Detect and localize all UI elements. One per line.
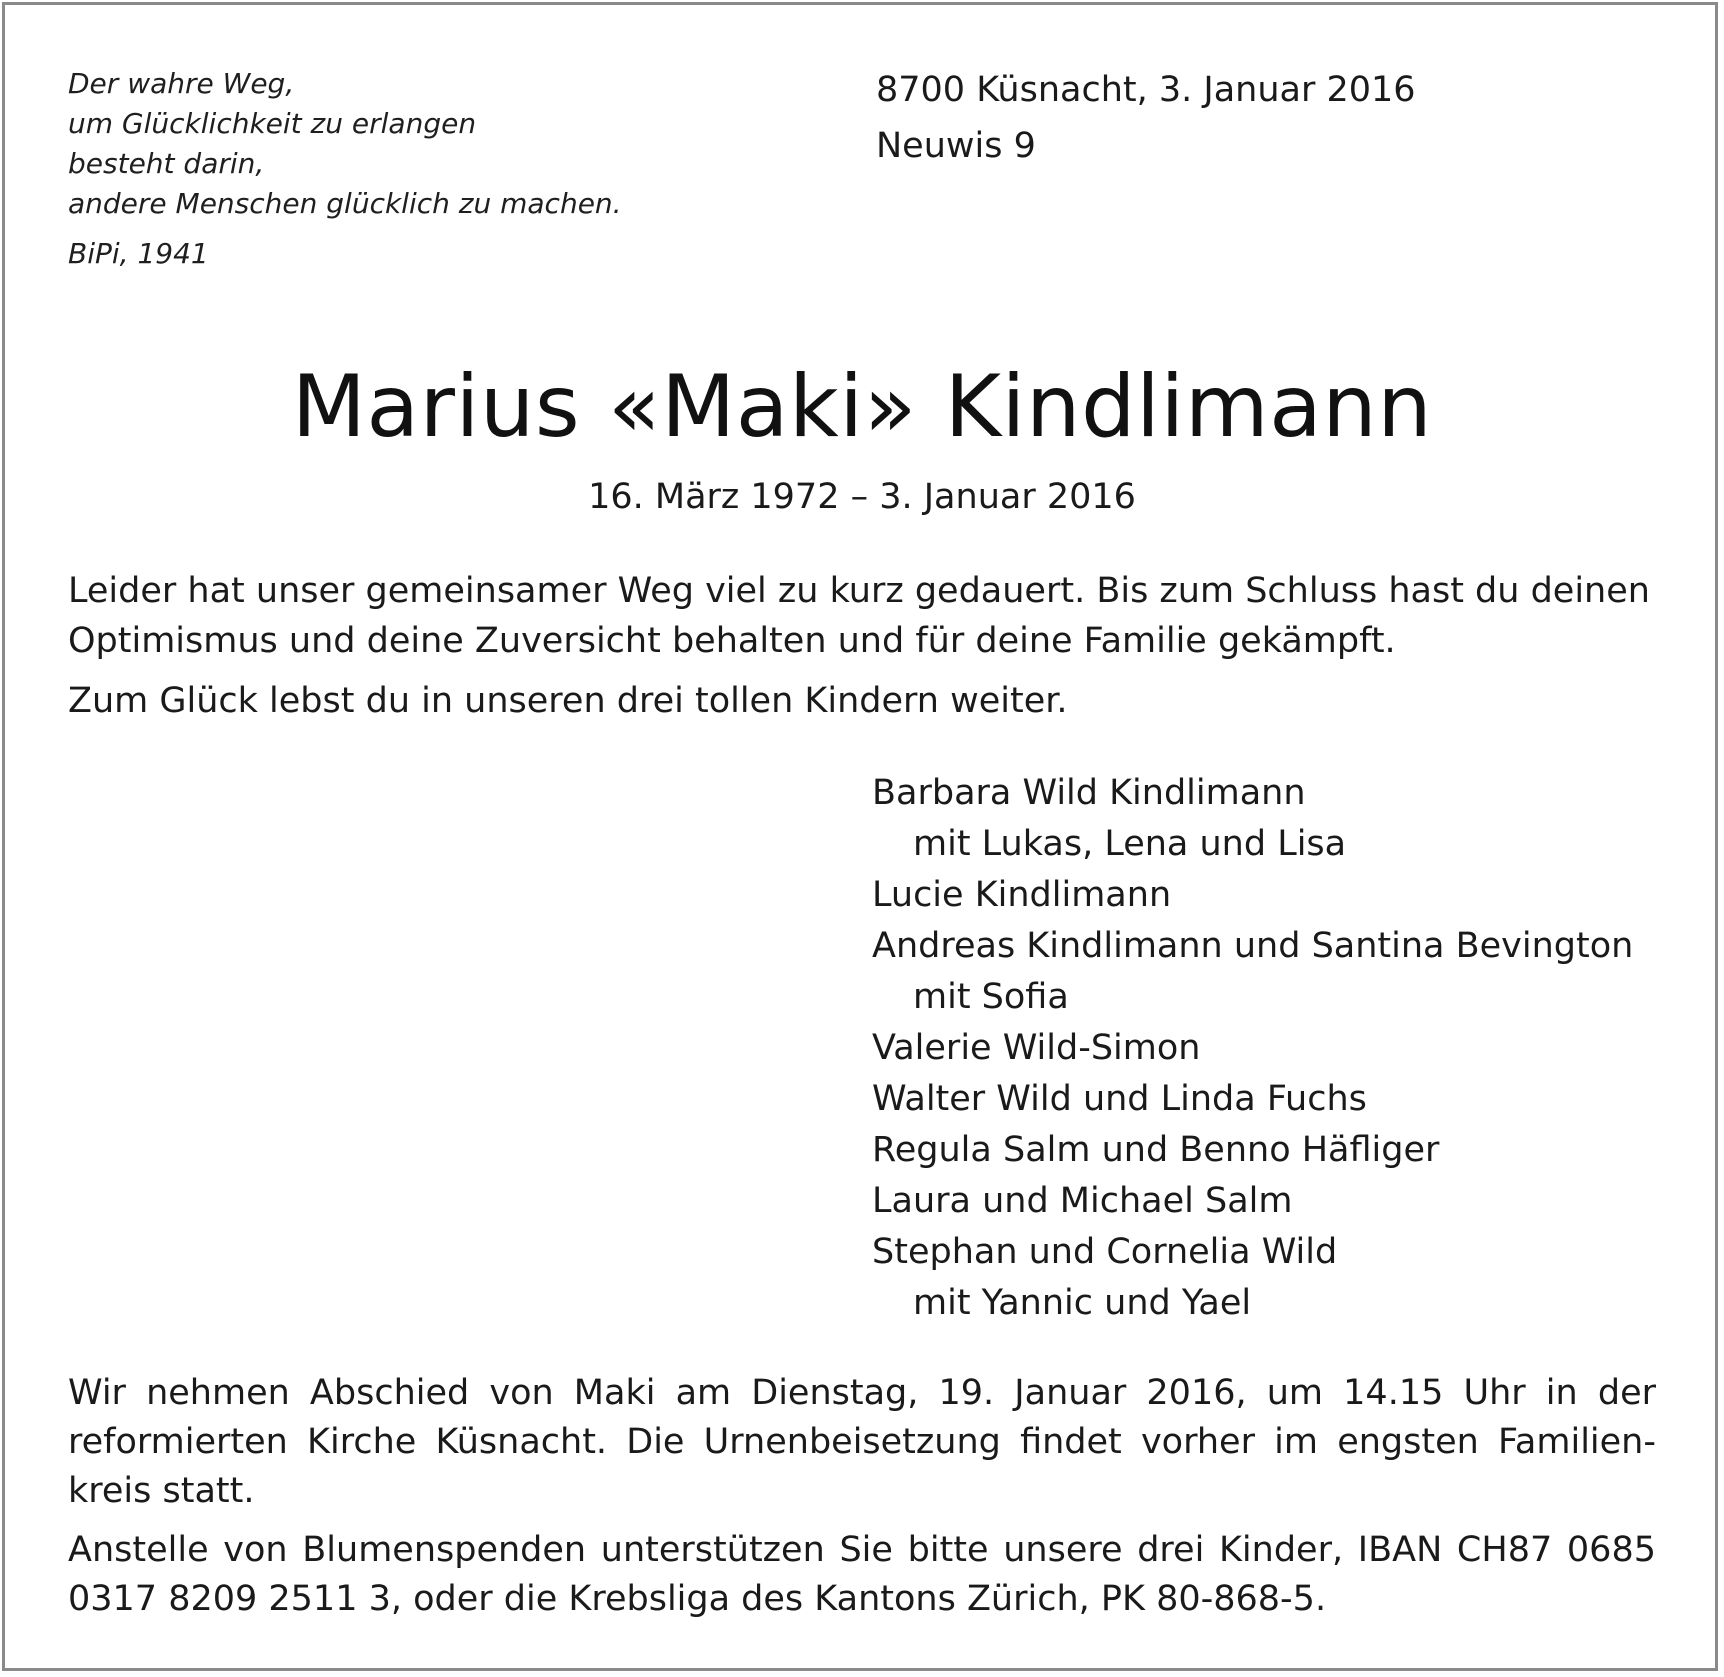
donations-paragraph xyxy=(68,1526,1656,1624)
motto-line: Der wahre Weg, xyxy=(68,67,295,100)
donations-line: Anstelle von Blumenspenden unterstützen Sie bitte unsere drei Kinder, IBAN CH87 0685 xyxy=(68,1530,1656,1570)
motto-line: um Glücklichkeit zu erlangen xyxy=(68,107,477,140)
farewell-line: kreis statt. xyxy=(68,1471,255,1511)
motto-line: besteht darin, xyxy=(68,147,265,180)
donations-line: 0317 8209 2511 3, oder die Krebsliga des Kantons Zürich, PK 80-868-5. xyxy=(68,1579,1327,1619)
mourner-entry: Regula Salm und Benno Häfliger xyxy=(872,1130,1440,1170)
address: Neuwis 9 xyxy=(876,126,1036,166)
life-dates: 16. März 1972 – 3. Januar 2016 xyxy=(588,477,1136,517)
mourner-entry: mit Lukas, Lena und Lisa xyxy=(913,824,1347,864)
mourner-entry: mit Sofia xyxy=(913,977,1069,1017)
mourner-entry: Walter Wild und Linda Fuchs xyxy=(872,1079,1367,1119)
message-paragraph: Leider hat unser gemeinsamer Weg viel zu kurz gedauert. Bis zum Schluss hast du deinen Optimismus und deine Zuversicht behalten und für deine Familie gekämpft. xyxy=(68,571,1650,661)
farewell-line: Wir nehmen Abschied von Maki am Dienstag, 19. Januar 2016, um 14.15 Uhr in der xyxy=(68,1373,1656,1413)
mourner-entry: Laura und Michael Salm xyxy=(872,1181,1293,1221)
mourner-entry: Barbara Wild Kindlimann xyxy=(872,773,1306,813)
deceased-name: Marius «Maki» Kindlimann xyxy=(291,357,1433,457)
place-date: 8700 Küsnacht, 3. Januar 2016 xyxy=(876,70,1416,110)
mourner-entry: Valerie Wild-Simon xyxy=(872,1028,1201,1068)
mourner-entry: Andreas Kindlimann und Santina Bevington xyxy=(872,926,1634,966)
mourner-entry: Lucie Kindlimann xyxy=(872,875,1172,915)
farewell-line: reformierten Kirche Küsnacht. Die Urnenbeisetzung findet vorher im engsten Familien- xyxy=(68,1422,1656,1462)
mourners-list xyxy=(872,768,1633,1329)
motto-line: andere Menschen glücklich zu machen. xyxy=(68,187,622,220)
message-paragraph: Zum Glück lebst du in unseren drei tollen Kindern weiter. xyxy=(68,681,1068,721)
motto-attribution: BiPi, 1941 xyxy=(68,237,209,270)
motto-quote xyxy=(68,64,622,274)
farewell-paragraph xyxy=(68,1369,1656,1516)
mourner-entry: Stephan und Cornelia Wild xyxy=(872,1232,1338,1272)
mourner-entry: mit Yannic und Yael xyxy=(913,1283,1252,1323)
place-and-address xyxy=(876,62,1416,174)
